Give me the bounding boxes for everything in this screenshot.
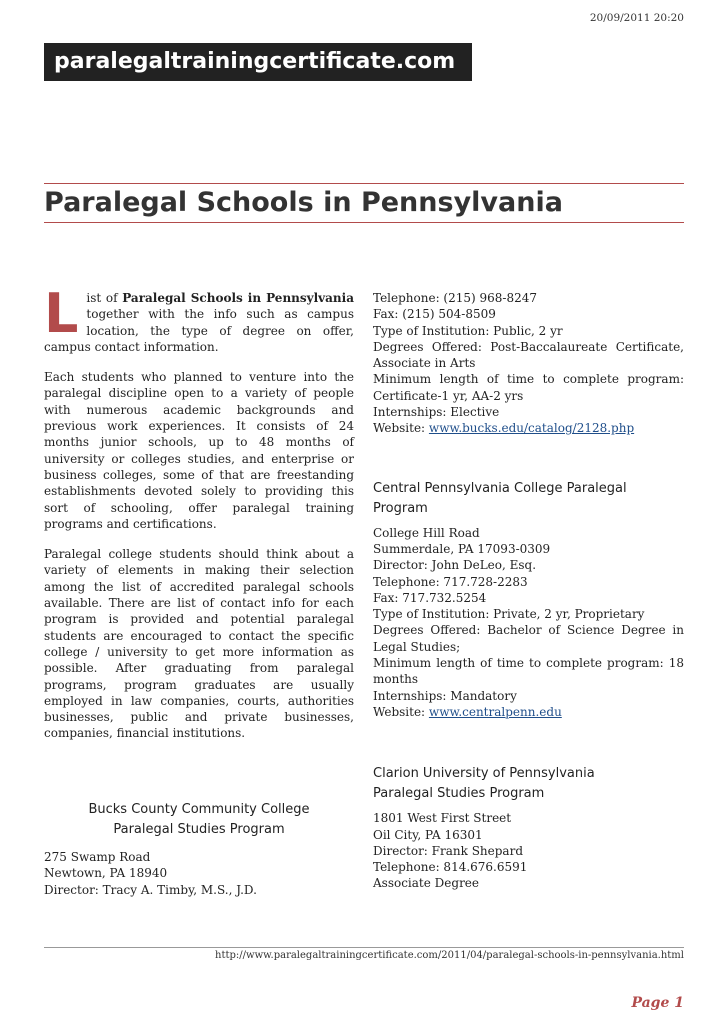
timestamp: 20/09/2011 20:20: [589, 12, 684, 24]
central-program: Program: [373, 500, 428, 516]
central-name: Central Pennsylvania College Paralegal: [373, 480, 627, 496]
bucks-website-link[interactable]: www.bucks.edu/catalog/2128.php: [428, 421, 635, 436]
page-title: Paralegal Schools in Pennsylvania: [44, 187, 563, 218]
clarion-degree: Associate Degree: [373, 876, 480, 891]
clarion-address1: 1801 West First Street: [373, 811, 512, 826]
bucks-website: [373, 420, 684, 436]
central-internships: Internships: Mandatory: [373, 688, 517, 703]
central-fax: Fax: 717.732.5254: [373, 590, 487, 605]
body-paragraph-1: Each students who planned to venture into the paralegal discipline open to a variety of people with numerous academic backgrounds and previous work experiences. It consists of 24 months junior schools, up to 48 months of university or colleges studies, and enterprise or business colleges, some of that are freestanding establishments devoted solely to providing this sort of schooling, offer paralegal training programs and certifications.: [44, 370, 354, 531]
central-address2: Summerdale, PA 17093-0309: [373, 541, 551, 556]
right-column: [373, 290, 684, 892]
bucks-degrees: Degrees Offered: Post-Baccalaureate Certificate, Associate in Arts: [373, 339, 684, 371]
bucks-section: [44, 800, 354, 898]
footer-rule: [44, 947, 684, 948]
bucks-program: Paralegal Studies Program: [113, 822, 285, 837]
page-number: Page 1: [631, 995, 684, 1011]
central-min-time: Minimum length of time to complete program: 18 months: [373, 656, 684, 687]
clarion-name: Clarion University of Pennsylvania: [373, 766, 595, 782]
left-column: [44, 282, 354, 742]
bucks-address1: 275 Swamp Road: [44, 850, 151, 864]
clarion-address2: Oil City, PA 16301: [373, 827, 483, 842]
title-bottom-rule: [44, 222, 684, 223]
intro-text-end: together with the info such as campus location, the type of degree on offer, campus contact information.: [44, 307, 354, 354]
central-website-label: Website:: [373, 704, 429, 719]
central-director: Director: John DeLeo, Esq.: [373, 558, 537, 573]
bucks-internships: Internships: Elective: [373, 405, 500, 420]
intro-bold: Paralegal Schools in Pennsylvania: [122, 291, 354, 305]
intro-paragraph: [44, 282, 354, 355]
bucks-website-label: Website:: [373, 421, 429, 436]
bucks-name: Bucks County Community College: [88, 802, 310, 817]
bucks-min-time: Minimum length of time to complete program: Certificate-1 yr, AA-2 yrs: [373, 372, 684, 403]
clarion-telephone: Telephone: 814.676.6591: [373, 860, 528, 875]
site-banner[interactable]: paralegaltrainingcertificate.com: [44, 43, 472, 81]
body-paragraph-2: Paralegal college students should think about a variety of elements in making their selection among the list of accredited paralegal schools available. There are list of contact info for each program is provided and potential paralegal students are encouraged to contact the specific college / university to get more information as possible. After graduating from paralegal programs, program graduates are usually employed in law companies, courts, authorities businesses, public and private businesses, companies, financial institutions.: [44, 547, 354, 741]
bucks-telephone: Telephone: (215) 968-8247: [373, 291, 538, 305]
central-website: [373, 704, 684, 720]
central-website-link[interactable]: www.centralpenn.edu: [428, 704, 562, 719]
clarion-program: Paralegal Studies Program: [373, 786, 545, 802]
clarion-director: Director: Frank Shepard: [373, 843, 523, 858]
bucks-director: Director: Tracy A. Timby, M.S., J.D.: [44, 882, 257, 897]
drop-cap: L: [44, 282, 79, 345]
bucks-type: Type of Institution: Public, 2 yr: [373, 323, 563, 338]
central-telephone: Telephone: 717.728-2283: [373, 574, 528, 589]
central-type: Type of Institution: Private, 2 yr, Proprietary: [373, 607, 645, 622]
central-degrees: Degrees Offered: Bachelor of Science Degree in Legal Studies;: [373, 623, 684, 654]
bucks-address2: Newtown, PA 18940: [44, 866, 168, 881]
bucks-fax: Fax: (215) 504-8509: [373, 307, 496, 322]
intro-text-start: ist of: [86, 291, 123, 305]
title-top-rule: [44, 183, 684, 184]
central-address1: College Hill Road: [373, 525, 480, 540]
footer-url[interactable]: http://www.paralegaltrainingcertificate.com/2011/04/paralegal-schools-in-pennsylvania.html: [215, 950, 684, 961]
